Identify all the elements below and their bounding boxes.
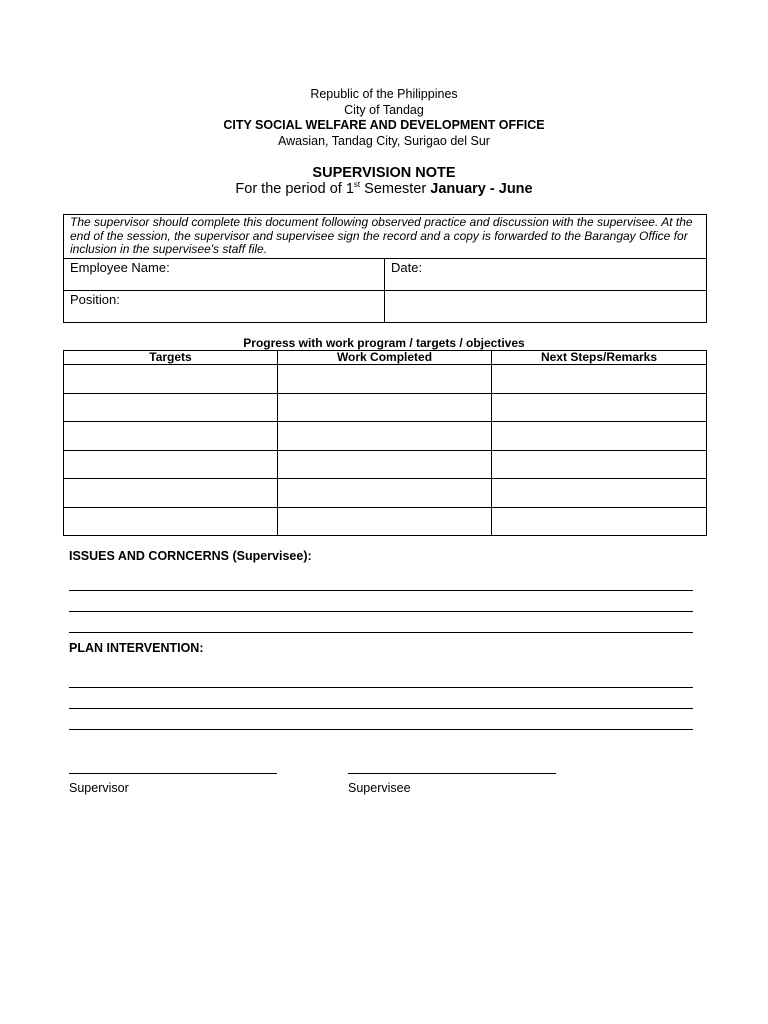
column-header-next-steps: Next Steps/Remarks [492,351,707,365]
table-cell[interactable] [64,479,278,508]
table-cell[interactable] [492,365,707,394]
table-cell[interactable] [64,393,278,422]
progress-header-row [64,351,707,365]
table-cell[interactable] [492,479,707,508]
document-title: SUPERVISION NOTE [312,165,456,181]
date-label: Date: [391,259,423,275]
table-cell[interactable] [64,365,278,394]
info-table [63,214,707,323]
supervisee-signature-line[interactable] [348,773,556,774]
plan-line-1[interactable] [69,687,693,688]
plan-heading: PLAN INTERVENTION: [69,641,204,655]
table-cell[interactable] [278,422,492,451]
employee-name-label: Employee Name: [70,259,170,275]
header-republic: Republic of the Philippines [310,87,458,101]
table-row [64,422,707,451]
period-middle: Semester [360,181,431,197]
period-line [0,181,768,197]
date-field[interactable] [385,258,707,290]
period-prefix: For the period of 1 [235,181,354,197]
table-row [64,450,707,479]
table-row [64,365,707,394]
table-cell[interactable] [64,422,278,451]
plan-line-2[interactable] [69,708,693,709]
table-cell[interactable] [278,507,492,536]
table-cell[interactable] [492,507,707,536]
table-row [64,393,707,422]
progress-title: Progress with work program / targets / objectives [243,336,525,350]
table-cell[interactable] [492,393,707,422]
letterhead [0,87,768,149]
supervisor-signature-line[interactable] [69,773,277,774]
supervisee-label: Supervisee [348,781,411,795]
plan-line-3[interactable] [69,729,693,730]
issues-line-1[interactable] [69,590,693,591]
header-city: City of Tandag [344,102,424,117]
issues-line-3[interactable] [69,632,693,633]
supervisor-label: Supervisor [69,781,129,795]
column-header-targets: Targets [64,351,278,365]
table-cell[interactable] [278,393,492,422]
column-header-work-completed: Work Completed [278,351,492,365]
blank-field[interactable] [385,290,707,322]
table-cell[interactable] [64,507,278,536]
issues-heading: ISSUES AND CORNCERNS (Supervisee): [69,549,312,563]
header-address: Awasian, Tandag City, Surigao del Sur [278,133,490,148]
position-label: Position: [70,291,120,307]
period-ordinal: st [353,180,361,190]
position-field[interactable] [64,290,385,322]
table-cell[interactable] [64,450,278,479]
table-row [64,507,707,536]
issues-line-2[interactable] [69,611,693,612]
instruction-note: The supervisor should complete this document following observed practice and discussion with the supervisee. At the end of the session, the supervisor and supervisee sign the record and a copy is forwarded to the Barangay Office for inclusion in the supervisee's staff file. [64,215,707,259]
employee-name-field[interactable] [64,258,385,290]
table-cell[interactable] [492,422,707,451]
table-cell[interactable] [278,479,492,508]
table-row [64,479,707,508]
table-cell[interactable] [492,450,707,479]
progress-table [63,350,707,536]
table-cell[interactable] [278,365,492,394]
header-office: CITY SOCIAL WELFARE AND DEVELOPMENT OFFICE [223,118,545,132]
table-cell[interactable] [278,450,492,479]
period-range: January - June [430,181,533,197]
